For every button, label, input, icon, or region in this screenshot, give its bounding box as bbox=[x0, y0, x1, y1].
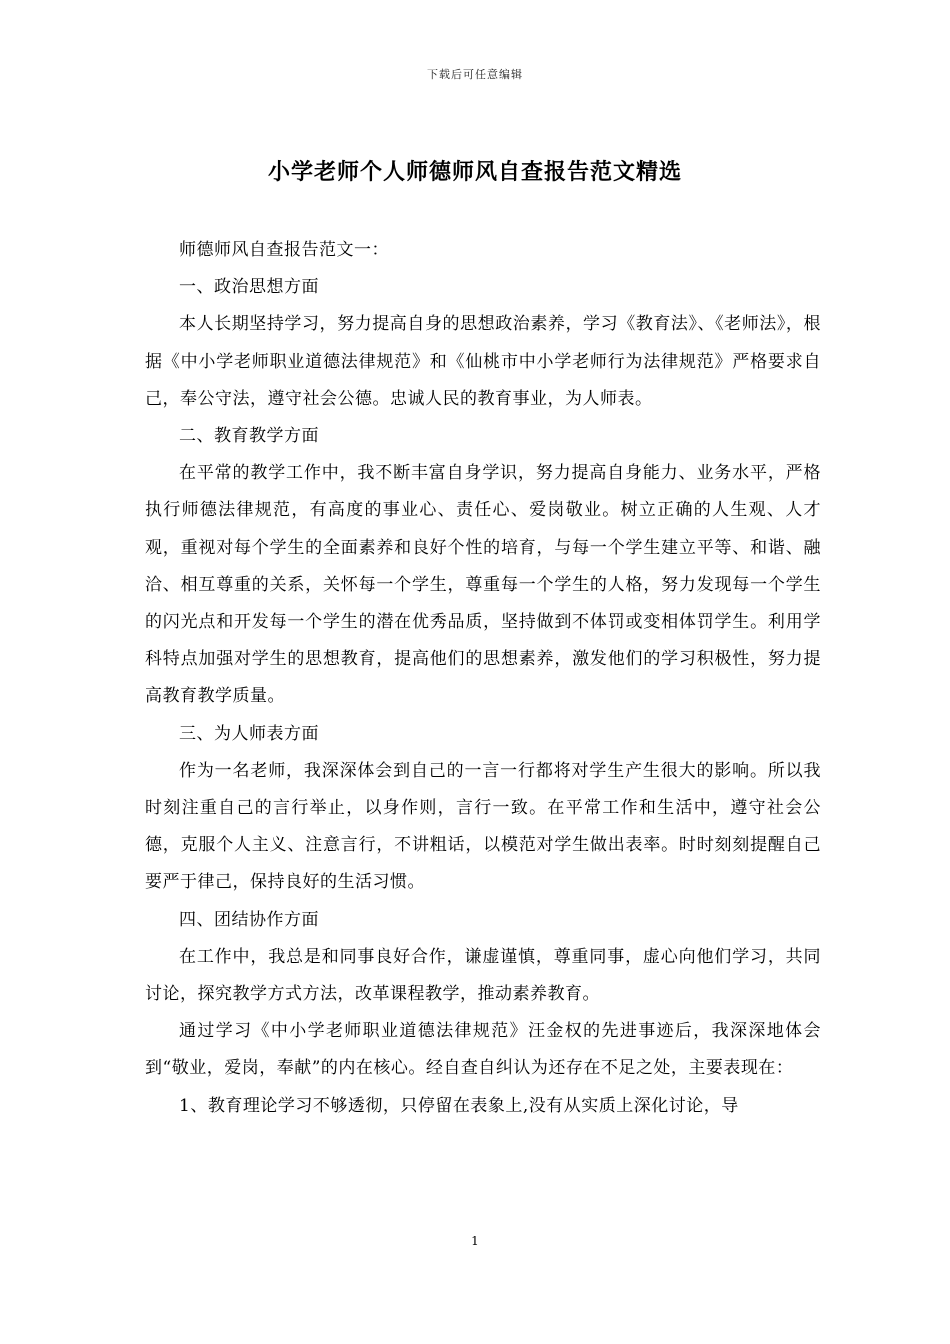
section-intro: 师德师风自查报告范文一： bbox=[179, 240, 389, 260]
paragraph-shortcoming-1: 1、教育理论学习不够透彻，只停留在表象上,没有从实质上深化讨论，导 bbox=[179, 1095, 739, 1116]
paragraph-teaching: 在平常的教学工作中，我不断丰富自身学识，努力提高自身能力、业务水平，严格执行师德法律规范，有高度的事业心、责任心、爱岗敬业。树立正确的人生观、人才观，重视对每个学生的全面素养和良好个性的培育，与每一个学生建立平等、和谐、融洽、相互尊重的关系，关怀每一个学生，尊重每一个学生的人格，努力发现每一个学生的闪光点和开发每一个学生的潜在优秀品质，坚持做到不体罚或变相体罚学生。利用学科特点加强对学生的思想教育，提高他们的思想素养，激发他们的学习积极性，努力提高教育教学质量。 bbox=[145, 463, 821, 707]
heading-teamwork: 四、团结协作方面 bbox=[179, 909, 319, 930]
header-note: 下载后可任意编辑 bbox=[427, 68, 523, 81]
heading-political-thought: 一、政治思想方面 bbox=[179, 277, 319, 298]
document-title: 小学老师个人师德师风自查报告范文精选 bbox=[267, 159, 682, 185]
heading-role-model: 三、为人师表方面 bbox=[179, 723, 319, 744]
paragraph-self-review: 通过学习《中小学老师职业道德法律规范》汪金权的先进事迹后，我深深地体会到“敬业，爱岗，奉献”的内在核心。经自查自纠认为还存在不足之处，主要表现在： bbox=[145, 1021, 821, 1079]
paragraph-teamwork: 在工作中，我总是和同事良好合作，谦虚谨慎，尊重同事，虚心向他们学习，共同讨论，探究教学方式方法，改革课程教学，推动素养教育。 bbox=[145, 946, 821, 1005]
heading-teaching: 二、教育教学方面 bbox=[179, 426, 319, 447]
paragraph-political-thought: 本人长期坚持学习，努力提高自身的思想政治素养，学习《教育法》、《老师法》，根据《中小学老师职业道德法律规范》和《仙桃市中小学老师行为法律规范》严格要求自己，奉公守法，遵守社会公德。忠诚人民的教育事业，为人师表。 bbox=[145, 314, 821, 409]
document-body bbox=[145, 232, 821, 1125]
paragraph-role-model: 作为一名老师，我深深体会到自己的一言一行都将对学生产生很大的影响。所以我时刻注重自己的言行举止，以身作则，言行一致。在平常工作和生活中，遵守社会公德，克服个人主义、注意言行，不讲粗话，以模范对学生做出表率。时时刻刻提醒自己要严于律己，保持良好的生活习惯。 bbox=[145, 760, 821, 893]
page-number: 1 bbox=[471, 1234, 479, 1248]
